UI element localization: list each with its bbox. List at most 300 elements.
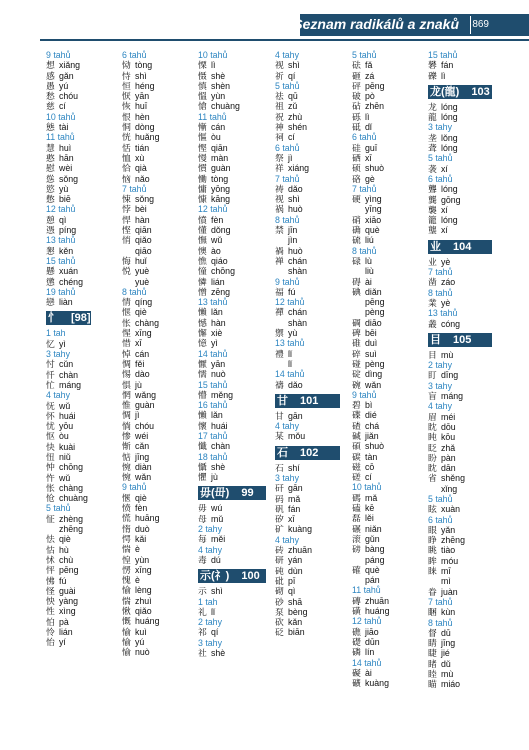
pinyin: pàn: [441, 452, 456, 463]
hanzi: 惧: [122, 379, 131, 390]
pinyin: wǎn: [365, 379, 382, 390]
hanzi: 祭: [275, 152, 284, 163]
char-entry: [352, 297, 389, 307]
pinyin: lián: [59, 627, 73, 638]
hanzi: 慚: [198, 122, 207, 133]
hanzi: 睐: [428, 566, 437, 577]
hanzi: 怃: [46, 400, 55, 411]
pinyin: xuàn: [441, 504, 461, 515]
char-entry: [352, 472, 389, 482]
char-entry: [46, 452, 91, 462]
hanzi: 矸: [275, 483, 284, 494]
pinyin: qiè: [59, 534, 71, 545]
hanzi: 襲: [428, 204, 437, 215]
char-entry: [352, 369, 389, 379]
pinyin: chàng: [135, 317, 159, 328]
hanzi: 礦: [352, 678, 361, 689]
pinyin: niǎn: [365, 523, 382, 534]
hanzi: 磅: [352, 544, 361, 555]
char-entry: [198, 225, 266, 235]
hanzi: 硬: [352, 194, 361, 205]
hanzi: 慎: [198, 80, 207, 91]
hanzi: 眨: [428, 442, 437, 453]
char-entry: [198, 277, 266, 287]
char-entry: [428, 453, 492, 463]
radical-char: 目: [430, 333, 441, 346]
pinyin: yīng: [365, 204, 382, 215]
pinyin: lóng: [441, 184, 458, 195]
pinyin: wǎng: [135, 389, 157, 400]
pinyin: xǐng: [441, 483, 458, 494]
pinyin: lǎn: [211, 410, 223, 421]
stroke-count-heading: 7 tahů: [122, 183, 147, 194]
pinyin: juàn: [441, 586, 458, 597]
hanzi: 恤: [122, 152, 131, 163]
stroke-count-heading: 3 tahy: [275, 472, 299, 483]
hanzi: 磊: [352, 513, 361, 524]
char-entry: [122, 513, 159, 523]
pinyin: huì: [59, 142, 72, 153]
stroke-count-heading: 3 tahy: [198, 637, 222, 648]
char-entry: [198, 534, 266, 544]
char-entry: [275, 307, 340, 317]
pinyin: chōng: [211, 266, 235, 277]
hanzi: 眸: [428, 555, 437, 566]
pinyin: qiǎo: [135, 606, 152, 617]
char-entry: [428, 463, 492, 473]
hanzi: 磁: [352, 461, 361, 472]
char-entry: [46, 565, 91, 575]
pinyin: měng: [211, 389, 234, 400]
hanzi: 聋: [428, 143, 437, 154]
char-entry: [352, 235, 389, 245]
hanzi: 袭: [428, 163, 437, 174]
pinyin: dū: [441, 627, 451, 638]
hanzi: 硒: [352, 152, 361, 163]
pinyin: qiān: [135, 225, 152, 236]
hanzi: 態: [46, 122, 55, 133]
char-entry: [46, 91, 91, 101]
hanzi: 恸: [122, 60, 131, 71]
char-entry: [198, 60, 266, 70]
char-entry: [122, 493, 159, 503]
char-entry: [275, 359, 340, 369]
hanzi: 叢: [428, 318, 437, 329]
stroke-count-heading: 4 tahy: [275, 421, 299, 432]
pinyin: zhù: [288, 111, 303, 122]
char-entry: [275, 318, 340, 328]
char-entry: [122, 328, 159, 338]
char-entry: [198, 472, 266, 482]
hanzi: 懸: [46, 266, 55, 277]
hanzi: 眷: [428, 586, 437, 597]
char-entry: [46, 122, 91, 132]
pinyin: gān: [288, 410, 303, 421]
hanzi: 睛: [428, 638, 437, 649]
pinyin: guàn: [135, 400, 155, 411]
pinyin: lián: [211, 276, 225, 287]
hanzi: 怅: [46, 482, 55, 493]
hanzi: 慍: [198, 91, 207, 102]
radical-heading: [275, 446, 340, 460]
hanzi: 愧: [122, 575, 131, 586]
hanzi: 慧: [46, 142, 55, 153]
stroke-count-heading: 5 tahů: [275, 80, 300, 91]
stroke-count-heading: 6 tahů: [352, 132, 377, 143]
hanzi: 忧: [46, 421, 55, 432]
hanzi: 恰: [122, 163, 131, 174]
pinyin: nuò: [135, 647, 150, 658]
char-entry: [352, 513, 389, 523]
char-entry: [46, 246, 91, 256]
pinyin: sǒng: [59, 173, 79, 184]
char-entry: [198, 71, 266, 81]
radical-char: 毋(毌): [200, 487, 230, 500]
pinyin: jù: [211, 472, 218, 483]
pinyin: chuàng: [211, 101, 240, 112]
hanzi: 惆: [122, 358, 131, 369]
hanzi: 盹: [428, 432, 437, 443]
char-entry: [122, 174, 159, 184]
char-entry: [198, 586, 266, 596]
stroke-count-heading: 12 tahů: [275, 297, 305, 308]
pinyin: pēng: [365, 80, 385, 91]
pinyin: liú: [365, 235, 374, 246]
pinyin: cō: [365, 461, 375, 472]
pinyin: dìng: [365, 369, 383, 380]
hanzi: 碑: [352, 328, 361, 339]
char-entry: [122, 627, 159, 637]
hanzi: 碇: [352, 369, 361, 380]
char-entry: [46, 163, 91, 173]
stroke-count-heading: 14 tahů: [275, 369, 305, 380]
hanzi: 懵: [198, 389, 207, 400]
char-entry: [122, 390, 159, 400]
pinyin: hàn: [135, 214, 150, 225]
char-entry: [122, 585, 159, 595]
pinyin: gǎn: [59, 70, 74, 81]
char-entry: [428, 576, 492, 586]
stroke-count-heading: 5 tahů: [46, 503, 71, 514]
stroke-count-heading: 2 tahy: [198, 524, 222, 535]
hanzi: 砸: [352, 70, 361, 81]
hanzi: 眩: [428, 504, 437, 515]
hanzi: 憾: [198, 317, 207, 328]
pinyin: lì: [211, 60, 216, 71]
hanzi: 磺: [352, 606, 361, 617]
pinyin: qiāo: [135, 245, 152, 256]
hanzi: 憔: [198, 255, 207, 266]
char-entry: [46, 421, 91, 431]
pinyin: diǎn: [365, 286, 382, 297]
hanzi: 砰: [352, 80, 361, 91]
hanzi: 恬: [122, 142, 131, 153]
char-entry: [352, 555, 389, 565]
pinyin: shěng: [441, 473, 465, 484]
char-entry: [46, 617, 91, 627]
hanzi: 睫: [428, 648, 437, 659]
char-entry: [275, 101, 340, 111]
stroke-count-heading: 6 tahů: [428, 514, 453, 525]
pinyin: tòng: [211, 173, 229, 184]
char-entry: [122, 524, 159, 534]
pinyin: xī: [288, 514, 295, 525]
char-entry: [122, 215, 159, 225]
hanzi: 惬: [122, 307, 131, 318]
pinyin: biē: [59, 194, 71, 205]
pinyin: xī: [135, 338, 142, 349]
pinyin: tián: [135, 142, 150, 153]
char-entry: [46, 153, 91, 163]
page-title: Seznam radikálů a znaků: [293, 16, 459, 32]
pinyin: lóng: [441, 101, 458, 112]
pinyin: yuè: [135, 266, 150, 277]
hanzi: 愴: [198, 101, 207, 112]
char-entry: [352, 204, 389, 214]
char-entry: [275, 411, 340, 421]
hanzi: 懶: [198, 410, 207, 421]
pinyin: wǔ: [211, 235, 223, 246]
pinyin: zhēn: [365, 101, 385, 112]
pinyin: jiǎn: [365, 430, 379, 441]
stroke-count-heading: 3 tahy: [428, 380, 452, 391]
pinyin: pò: [365, 91, 375, 102]
char-entry: [428, 184, 492, 194]
hanzi: 惋: [122, 461, 131, 472]
hanzi: 某: [275, 431, 284, 442]
char-entry: [46, 534, 91, 544]
char-entry: [198, 503, 266, 513]
pinyin: huǎng: [135, 132, 160, 143]
char-entry: [275, 60, 340, 70]
pinyin: shì: [288, 194, 300, 205]
char-entry: [46, 431, 91, 441]
char-entry: [122, 606, 159, 616]
char-entry: [198, 421, 266, 431]
pinyin: cí: [59, 101, 66, 112]
hanzi: 愉: [122, 626, 131, 637]
char-entry: [122, 101, 159, 111]
radical-char: 甘: [277, 394, 288, 407]
char-entry: [352, 338, 389, 348]
pinyin: qiáo: [211, 255, 228, 266]
pinyin: jié: [441, 648, 450, 659]
stroke-count-heading: 11 tahů: [352, 585, 381, 596]
char-entry: [428, 112, 492, 122]
pinyin: jīn: [288, 225, 298, 236]
char-entry: [122, 297, 159, 307]
pinyin: mī: [441, 566, 451, 577]
pinyin: qí: [211, 627, 219, 638]
hanzi: 慈: [46, 101, 55, 112]
char-entry: [275, 91, 340, 101]
header-rule: [40, 39, 529, 41]
hanzi: 慑: [198, 70, 207, 81]
hanzi: 怀: [46, 410, 55, 421]
pinyin: lóng: [441, 215, 458, 226]
radical-heading: [428, 333, 492, 347]
char-entry: [428, 556, 492, 566]
char-entry: [428, 195, 492, 205]
stroke-count-heading: 9 tahů: [122, 482, 147, 493]
pinyin: méi: [441, 411, 456, 422]
pinyin: chá: [365, 420, 380, 431]
hanzi: 祝: [275, 111, 284, 122]
char-entry: [198, 184, 266, 194]
char-entry: [46, 71, 91, 81]
char-entry: [122, 256, 159, 266]
hanzi: 母: [198, 513, 207, 524]
hanzi: 懈: [198, 328, 207, 339]
hanzi: 恹: [122, 91, 131, 102]
hanzi: 怯: [46, 534, 55, 545]
stroke-count-heading: 4 tahy: [428, 401, 452, 412]
char-entry: [122, 637, 159, 647]
char-entry: [352, 534, 389, 544]
pinyin: niǔ: [59, 451, 71, 462]
char-entry: [122, 91, 159, 101]
char-entry: [198, 91, 266, 101]
pinyin: cǔn: [59, 359, 74, 370]
pinyin: dūn: [365, 636, 380, 647]
hanzi: 碌: [352, 255, 361, 266]
hanzi: 睦: [428, 669, 437, 680]
char-entry: [122, 163, 159, 173]
hanzi: 碍: [352, 276, 361, 287]
pinyin: lǐ: [288, 358, 292, 369]
hanzi: 眈: [428, 421, 437, 432]
char-entry: [122, 143, 159, 153]
pinyin: fèn: [211, 214, 224, 225]
hanzi: 愉: [122, 636, 131, 647]
pinyin: kùn: [441, 607, 456, 618]
hanzi: 毋: [198, 503, 207, 514]
pinyin: lǐ: [211, 606, 215, 617]
stroke-count-heading: 6 tahů: [122, 50, 147, 60]
char-entry: [122, 616, 159, 626]
pinyin: qì: [59, 214, 67, 225]
pinyin: mù: [441, 669, 454, 680]
pinyin: qiǎo: [135, 235, 152, 246]
pinyin: kǎn: [288, 617, 303, 628]
char-entry: [122, 441, 159, 451]
char-entry: [46, 143, 91, 153]
char-entry: [428, 350, 492, 360]
char-entry: [122, 153, 159, 163]
radical-number: 102: [300, 446, 319, 459]
pinyin: zhèng: [59, 513, 83, 524]
char-entry: [352, 637, 389, 647]
char-entry: [46, 60, 91, 70]
hanzi: 禦: [275, 328, 284, 339]
hanzi: 懦: [198, 369, 207, 380]
hanzi: 砒: [275, 575, 284, 586]
hanzi: 祸: [275, 204, 284, 215]
hanzi: 碾: [352, 523, 361, 534]
hanzi: 眺: [428, 545, 437, 556]
hanzi: 悦: [122, 266, 131, 277]
char-entry: [428, 648, 492, 658]
pinyin: chán: [288, 255, 308, 266]
hanzi: 慪: [198, 132, 207, 143]
pinyin: shè: [211, 648, 226, 659]
pinyin: shàn: [288, 317, 308, 328]
char-entry: [275, 194, 340, 204]
index-column-5: [352, 50, 389, 688]
stroke-count-heading: 17 tahů: [198, 430, 228, 441]
hanzi: 神: [275, 122, 284, 133]
hanzi: 悼: [122, 348, 131, 359]
pinyin: yān: [211, 358, 226, 369]
pinyin: xīng: [135, 328, 152, 339]
stroke-count-heading: 18 tahů: [198, 451, 228, 462]
char-entry: [428, 370, 492, 380]
stroke-count-heading: 9 tahů: [275, 276, 300, 287]
hanzi: 怫: [46, 575, 55, 586]
hanzi: 硕: [352, 163, 361, 174]
pinyin: lì: [441, 70, 446, 81]
stroke-count-heading: 19 tahů: [46, 286, 76, 297]
char-entry: [428, 679, 492, 689]
char-entry: [122, 112, 159, 122]
pinyin: ào: [211, 245, 221, 256]
radical-char: 石: [277, 446, 288, 459]
pinyin: huáng: [135, 616, 160, 627]
char-entry: [198, 132, 266, 142]
char-entry: [198, 359, 266, 369]
char-entry: [428, 545, 492, 555]
char-entry: [198, 441, 266, 451]
hanzi: 眉: [428, 411, 437, 422]
hanzi: 憮: [198, 235, 207, 246]
pinyin: gān: [288, 483, 303, 494]
pinyin: xù: [135, 152, 145, 163]
hanzi: 悭: [122, 225, 131, 236]
hanzi: 性: [46, 606, 55, 617]
hanzi: 社: [198, 648, 207, 659]
hanzi: 礎: [352, 636, 361, 647]
hanzi: 甘: [275, 410, 284, 421]
stroke-count-heading: 8 tahů: [428, 617, 453, 628]
char-entry: [122, 132, 159, 142]
stroke-count-heading: 8 tahů: [428, 287, 453, 298]
char-entry: [352, 647, 389, 657]
hanzi: 戀: [46, 297, 55, 308]
char-entry: [46, 297, 91, 307]
pinyin: cán: [135, 348, 150, 359]
char-entry: [198, 163, 266, 173]
hanzi: 悄: [122, 235, 131, 246]
radical-char: 龙(龍): [430, 85, 460, 98]
pinyin: záo: [441, 277, 456, 288]
hanzi: 愉: [122, 647, 131, 658]
hanzi: 懾: [198, 461, 207, 472]
pinyin: duì: [365, 338, 378, 349]
radical-number: 105: [453, 333, 472, 346]
hanzi: 码: [275, 493, 284, 504]
pinyin: shì: [288, 60, 300, 71]
hanzi: 碼: [352, 492, 361, 503]
hanzi: 忖: [46, 359, 55, 370]
hanzi: 恍: [122, 132, 131, 143]
stroke-count-heading: 15 tahů: [428, 50, 458, 60]
pinyin: lèng: [135, 585, 152, 596]
pinyin: shè: [211, 70, 226, 81]
char-entry: [428, 71, 492, 81]
hanzi: 盯: [428, 370, 437, 381]
pinyin: pèng: [365, 358, 385, 369]
hanzi: 碉: [352, 317, 361, 328]
